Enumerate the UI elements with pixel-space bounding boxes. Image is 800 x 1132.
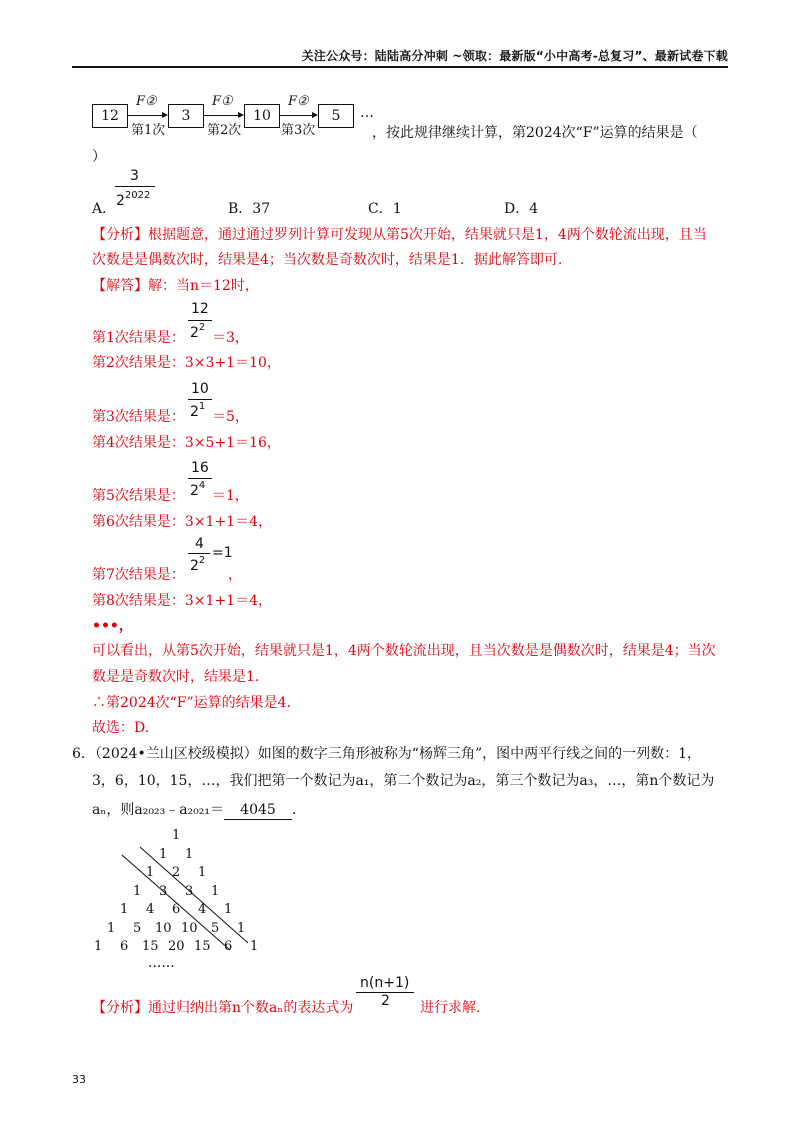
triangle-number: 1	[107, 920, 116, 936]
flow-arrow-1	[128, 115, 166, 116]
triangle-number: 6	[172, 902, 181, 917]
triangle-dots: ......	[148, 955, 175, 971]
triangle-number: 1	[172, 828, 181, 843]
triangle-number: 3	[185, 883, 194, 899]
triangle-number: 3	[159, 883, 168, 899]
r7-numerator: 4	[195, 536, 204, 552]
r7-exponent: 2	[198, 555, 206, 566]
r3-denominator: 2	[190, 404, 199, 420]
triangle-number: 1	[146, 865, 155, 880]
flow-box-4: 5	[318, 104, 354, 128]
triangle-number: 1	[198, 865, 207, 880]
conclusion-line-2: 数是是奇数次时，结果是1.	[92, 669, 260, 685]
flow-step-2: 第2次	[207, 123, 242, 138]
analysis-line-1: 【分析】根据题意，通过通过罗列计算可发现从第5次开始，结果就只是1，4两个数轮流出现，且当	[92, 227, 707, 243]
flow-op-1: F②	[136, 94, 157, 109]
r5-fraction-bar	[188, 478, 212, 479]
triangle-number: 1	[224, 902, 233, 917]
option-a-denominator-base: 2	[116, 193, 125, 209]
r8-line: 第8次结果是：3×1+1＝4，	[92, 593, 272, 609]
solution-ellipsis: •••，	[92, 618, 133, 634]
triangle-number: 10	[155, 920, 172, 936]
q6-line-2: 3，6，10，15，…，我们把第一个数记为a₁，第二个数记为a₂，第三个数记为a₃，…，第n个数记为	[92, 773, 715, 789]
r5-numerator: 16	[191, 460, 209, 476]
q6-line-3: aₙ，则a₂₀₂₃﹣a₂₀₂₁＝	[92, 802, 224, 818]
option-c: C．1	[368, 201, 402, 217]
analysis6-numerator: n(n+1)	[360, 975, 410, 991]
r7-tail: ，	[228, 567, 242, 583]
solution-intro: 【解答】解：当n＝12时，	[92, 278, 259, 294]
question-text: ，按此规律继续计算，第2024次“F”运算的结果是（	[372, 125, 698, 141]
triangle-number: 6	[224, 939, 233, 954]
triangle-number: 15	[194, 939, 211, 954]
analysis6-tail: 进行求解.	[420, 1000, 481, 1016]
triangle-number: 4	[198, 902, 207, 917]
r7-equals: =1	[212, 545, 233, 561]
flow-step-1: 第1次	[131, 123, 166, 138]
header-divider	[72, 66, 728, 68]
r7-label: 第7次结果是：	[92, 567, 185, 583]
flow-dots: …	[360, 105, 374, 121]
r1-exponent: 2	[198, 322, 206, 333]
r7-fraction-bar	[188, 553, 210, 554]
triangle-number: 15	[142, 939, 159, 954]
flow-box-1: 12	[92, 104, 128, 128]
triangle-number: 2	[172, 865, 181, 880]
r5-label: 第5次结果是：	[92, 488, 185, 504]
page-header: 关注公众号：陆陆高分冲刺 ~领取：最新版“小中高考-总复习”、最新试卷下载	[301, 49, 728, 63]
answer-line: 故选：D.	[92, 720, 150, 736]
option-a-denominator-exponent: 2022	[124, 190, 151, 201]
flow-step-3: 第3次	[281, 123, 316, 138]
page-number: 33	[72, 1073, 86, 1086]
option-a-label: A．	[92, 201, 117, 217]
r3-tail: ＝5，	[212, 409, 249, 425]
r4-line: 第4次结果是：3×5+1＝16，	[92, 435, 281, 451]
option-a-fraction-bar	[115, 186, 155, 187]
option-d: D．4	[504, 201, 539, 217]
triangle-number: 1	[120, 902, 129, 917]
triangle-number: 20	[168, 939, 185, 954]
r1-numerator: 12	[191, 301, 209, 317]
flow-arrow-3	[280, 115, 316, 116]
r3-label: 第3次结果是：	[92, 409, 185, 425]
triangle-number: 4	[146, 902, 155, 917]
r3-numerator: 10	[191, 381, 209, 397]
r5-tail: ＝1，	[212, 488, 249, 504]
triangle-number: 10	[181, 920, 198, 936]
r5-exponent: 4	[198, 480, 206, 491]
r3-fraction-bar	[188, 399, 212, 400]
r1-fraction-bar	[188, 320, 212, 321]
flow-box-2: 3	[168, 104, 204, 128]
triangle-number: 1	[237, 920, 246, 936]
analysis-line-2: 次数是是偶数次时，结果是4；当次数是奇数次时，结果是1．据此解答即可.	[92, 252, 563, 268]
triangle-number: 1	[185, 846, 194, 862]
flow-op-2: F①	[212, 94, 233, 109]
r3-exponent: 1	[198, 401, 206, 412]
triangle-number: 1	[211, 883, 220, 899]
therefore-line: ∴第2024次“F”运算的结果是4.	[92, 695, 292, 711]
r2-line: 第2次结果是：3×3+1＝10，	[92, 355, 281, 371]
triangle-number: 1	[159, 846, 168, 862]
option-b: B．37	[228, 201, 271, 217]
question-close-paren: ）	[92, 149, 106, 165]
triangle-number: 1	[94, 939, 103, 954]
triangle-number: 6	[120, 939, 129, 954]
r1-label: 第1次结果是：	[92, 330, 185, 346]
flow-op-3: F②	[288, 94, 309, 109]
triangle-number: 5	[133, 920, 142, 936]
triangle-number: 5	[211, 920, 220, 936]
triangle-number: 1	[133, 883, 142, 899]
analysis6-denominator: 2	[381, 993, 390, 1009]
conclusion-line-1: 可以看出，从第5次开始，结果就只是1，4两个数轮流出现，且当次数是是偶数次时，结果是4；当次	[92, 643, 716, 659]
r1-denominator: 2	[190, 325, 199, 341]
triangle-number: 1	[250, 939, 259, 954]
option-a-numerator: 3	[130, 168, 139, 184]
r6-line: 第6次结果是：3×1+1＝4，	[92, 514, 272, 530]
r5-denominator: 2	[190, 483, 199, 499]
flow-arrow-2	[204, 115, 242, 116]
flow-box-3: 10	[244, 104, 280, 128]
r7-denominator: 2	[190, 558, 199, 574]
q6-line-3-end: ．	[292, 802, 306, 818]
analysis6-text: 【分析】通过归纳出第n个数aₙ的表达式为	[92, 1000, 354, 1016]
q6-answer-blank: 4045	[224, 801, 292, 820]
q6-line-1: 6．（2024•兰山区校级模拟）如图的数字三角形被称为“杨辉三角”，图中两平行线之间的一列数：1，	[72, 746, 702, 762]
r1-tail: ＝3，	[212, 330, 249, 346]
